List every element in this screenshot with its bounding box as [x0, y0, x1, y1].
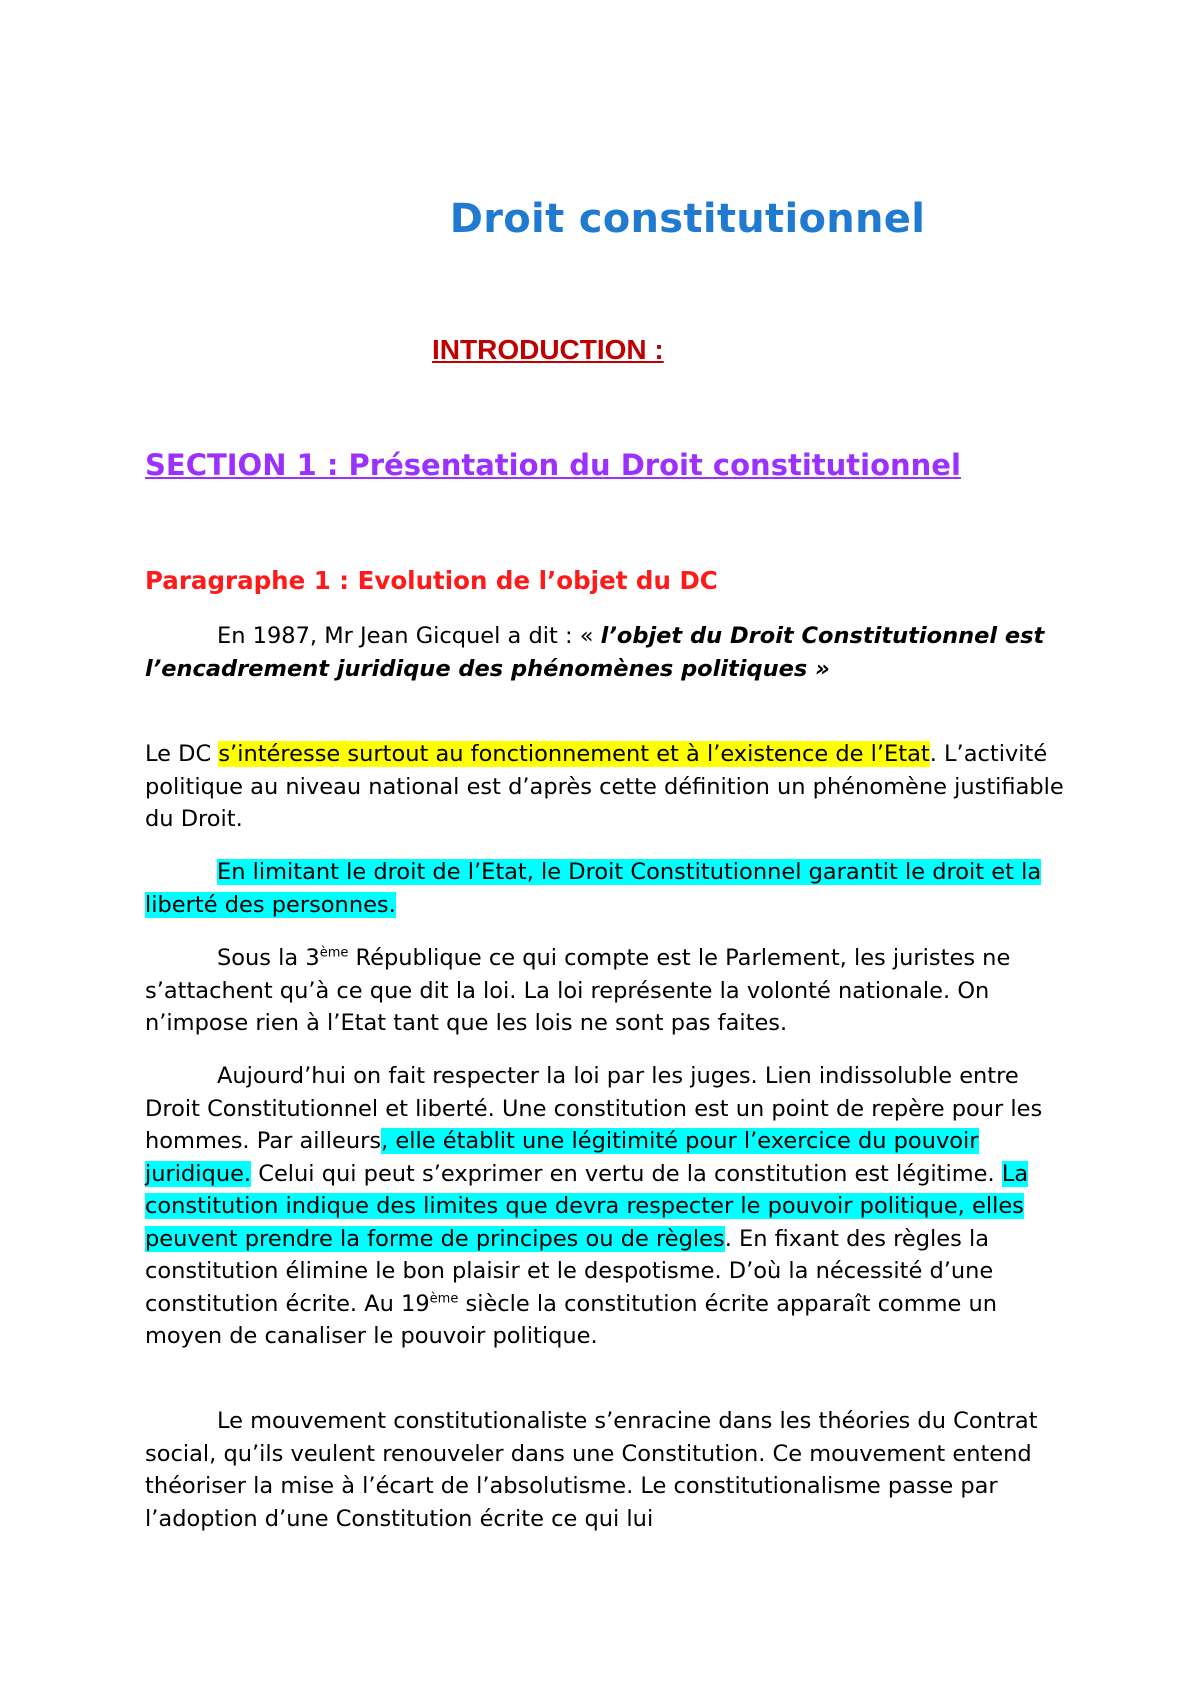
quote-paragraph — [145, 620, 1075, 685]
section-heading: SECTION 1 : Présentation du Droit constitutionnel — [145, 448, 961, 482]
quote-intro: En 1987, Mr Jean Gicquel a dit : « — [217, 623, 601, 649]
p4-rest: République ce qui compte est le Parlement, les juristes ne s’attachent qu’à ce que dit la loi. La loi représente la volonté nationale. On n’impose rien à l’Etat tant que les lois ne sont pas faites. — [145, 945, 1011, 1036]
yellow-highlight: s’intéresse surtout au fonctionnement et à l’existence de l’Etat — [218, 741, 930, 767]
p2-start: Le DC — [145, 741, 219, 767]
cyan-highlight: , elle établit une légitimité pour l’exercice du pouvoir juridique. — [145, 1128, 979, 1187]
p4-start: Sous la 3 — [217, 945, 320, 971]
p5-text-2: Celui qui peut s’exprimer en vertu de la constitution est légitime. — [251, 1160, 1002, 1187]
cyan-highlight: La constitution indique des limites que devra respecter le pouvoir politique, elles peuvent prendre la forme de principes ou de règles — [145, 1160, 1029, 1252]
p5-text-3: . En fixant des règles la constitution élimine le bon plaisir et le despotisme. D’où la nécessité d’une constitution écrite. Au 19 — [145, 1225, 994, 1317]
p5-text-4: siècle la constitution écrite apparaît comme un moyen de canaliser le pouvoir politique. — [145, 1290, 998, 1349]
p6-text: Le mouvement constitutionaliste s’enracine dans les théories du Contrat social, qu’ils veulent renouveler dans une Constitution. Ce mouvement entend théoriser la mise à l’écart de l’absolutisme. Le constitutionalisme passe par l’adoption d’une Constitution écrite ce qui lui — [145, 1408, 1038, 1532]
body-paragraph-2 — [145, 738, 1075, 836]
p4-superscript: ème — [319, 945, 349, 961]
quote-text: l’objet du Droit Constitutionnel est l’encadrement juridique des phénomènes politiques — [145, 623, 1045, 682]
p2-rest: . L’activité politique au niveau national est d’après cette définition un phénomène justifiable du Droit. — [145, 741, 1064, 832]
cyan-highlight: En limitant le droit de l’Etat, le Droit Constitutionnel garantit le droit et la liberté des personnes. — [145, 859, 1042, 918]
body-paragraph-4 — [145, 942, 1075, 1040]
body-paragraph-6 — [145, 1405, 1075, 1535]
introduction-heading: INTRODUCTION : — [432, 334, 664, 365]
paragraph-heading: Paragraphe 1 : Evolution de l’objet du DC — [145, 566, 718, 595]
document-title: Droit constitutionnel — [449, 196, 926, 242]
body-paragraph-5 — [145, 1060, 1075, 1353]
quote-close: » — [807, 655, 830, 682]
p5-superscript: ème — [429, 1291, 459, 1306]
body-paragraph-3 — [145, 856, 1075, 921]
p5-text-1: Aujourd’hui on fait respecter la loi par les juges. Lien indissoluble entre Droit Constitutionnel et liberté. Une constitution est un point de repère pour les hommes. Par ailleurs — [145, 1063, 1043, 1154]
